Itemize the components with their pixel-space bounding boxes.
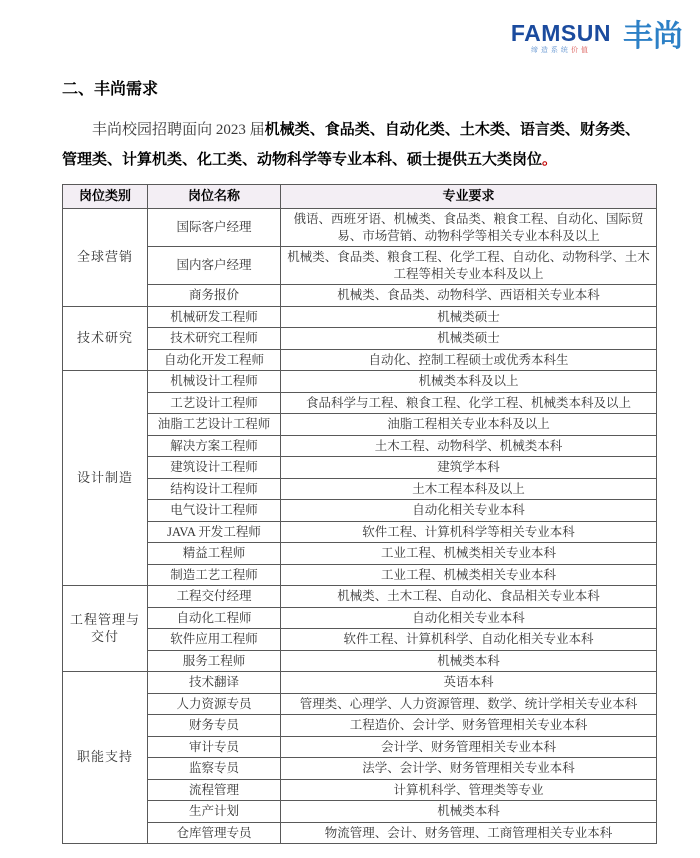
- table-row: [63, 564, 657, 586]
- requirement-cell: 机械类、食品类、动物科学、西语相关专业本科: [281, 285, 657, 307]
- intro-paragraph: [62, 115, 640, 175]
- table-row: [63, 435, 657, 457]
- table-row: [63, 650, 657, 672]
- position-cell: 解决方案工程师: [148, 435, 281, 457]
- table-row: [63, 306, 657, 328]
- requirement-cell: 机械类本科: [281, 650, 657, 672]
- requirement-cell: 自动化相关专业本科: [281, 607, 657, 629]
- table-row: [63, 715, 657, 737]
- logo-wordmark-block: [511, 20, 611, 55]
- table-row: [63, 247, 657, 285]
- header-cell-category: 岗位类别: [63, 185, 148, 209]
- requirement-cell: 机械类硕士: [281, 306, 657, 328]
- table-row: [63, 328, 657, 350]
- requirement-cell: 工程造价、会计学、财务管理相关专业本科: [281, 715, 657, 737]
- table-row: [63, 349, 657, 371]
- requirement-cell: 物流管理、会计、财务管理、工商管理相关专业本科: [281, 822, 657, 844]
- table-row: [63, 607, 657, 629]
- table-header-row: [63, 185, 657, 209]
- content-area: [62, 76, 656, 844]
- position-cell: 机械设计工程师: [148, 371, 281, 393]
- position-cell: 仓库管理专员: [148, 822, 281, 844]
- table-row: [63, 478, 657, 500]
- table-row: [63, 543, 657, 565]
- table-row: [63, 457, 657, 479]
- position-cell: 油脂工艺设计工程师: [148, 414, 281, 436]
- category-cell: 全球营销: [63, 209, 148, 307]
- requirement-cell: 会计学、财务管理相关专业本科: [281, 736, 657, 758]
- requirement-cell: 计算机科学、管理类等专业: [281, 779, 657, 801]
- position-cell: JAVA 开发工程师: [148, 521, 281, 543]
- requirement-cell: 机械类、食品类、粮食工程、化学工程、自动化、动物科学、土木工程等相关专业本科及以上: [281, 247, 657, 285]
- position-cell: 生产计划: [148, 801, 281, 823]
- table-row: [63, 414, 657, 436]
- requirements-table-body: [63, 209, 657, 844]
- requirement-cell: 建筑学本科: [281, 457, 657, 479]
- position-cell: 制造工艺工程师: [148, 564, 281, 586]
- position-cell: 精益工程师: [148, 543, 281, 565]
- table-row: [63, 822, 657, 844]
- requirement-cell: 土木工程、动物科学、机械类本科: [281, 435, 657, 457]
- intro-normal-text: 丰尚校园招聘面向 2023 届: [92, 122, 265, 138]
- requirement-cell: 油脂工程相关专业本科及以上: [281, 414, 657, 436]
- position-cell: 服务工程师: [148, 650, 281, 672]
- requirements-table: [62, 184, 657, 844]
- category-cell: 设计制造: [63, 371, 148, 586]
- table-row: [63, 779, 657, 801]
- position-cell: 结构设计工程师: [148, 478, 281, 500]
- requirement-cell: 土木工程本科及以上: [281, 478, 657, 500]
- table-row: [63, 736, 657, 758]
- position-cell: 技术翻译: [148, 672, 281, 694]
- position-cell: 流程管理: [148, 779, 281, 801]
- logo-tagline-red: 价值: [570, 47, 591, 54]
- requirement-cell: 食品科学与工程、粮食工程、化学工程、机械类本科及以上: [281, 392, 657, 414]
- position-cell: 人力资源专员: [148, 693, 281, 715]
- category-cell: 工程管理与交付: [63, 586, 148, 672]
- table-row: [63, 500, 657, 522]
- requirement-cell: 法学、会计学、财务管理相关专业本科: [281, 758, 657, 780]
- logo-brand-text: FAMSUN: [510, 20, 611, 46]
- table-row: [63, 371, 657, 393]
- table-row: [63, 693, 657, 715]
- requirement-cell: 机械类本科及以上: [281, 371, 657, 393]
- table-row: [63, 758, 657, 780]
- requirement-cell: 俄语、西班牙语、机械类、食品类、粮食工程、自动化、国际贸易、市场营销、动物科学等相关专业本科及以上: [281, 209, 657, 247]
- position-cell: 电气设计工程师: [148, 500, 281, 522]
- category-cell: 职能支持: [63, 672, 148, 844]
- requirement-cell: 工业工程、机械类相关专业本科: [281, 564, 657, 586]
- position-cell: 财务专员: [148, 715, 281, 737]
- requirement-cell: 机械类、土木工程、自动化、食品相关专业本科: [281, 586, 657, 608]
- table-row: [63, 209, 657, 247]
- position-cell: 监察专员: [148, 758, 281, 780]
- table-row: [63, 629, 657, 651]
- position-cell: 审计专员: [148, 736, 281, 758]
- intro-bold-text: 机械类、食品类、自动化类、土木类、语言类、财务类、管理类、计算机类、化工类、动物科学等专业本科、硕士提供五大类岗位: [62, 122, 640, 168]
- header-cell-requirement: 专业要求: [281, 185, 657, 209]
- requirement-cell: 工业工程、机械类相关专业本科: [281, 543, 657, 565]
- requirement-cell: 自动化相关专业本科: [281, 500, 657, 522]
- section-heading: 二、丰尚需求: [62, 81, 159, 98]
- requirement-cell: 管理类、心理学、人力资源管理、数学、统计学相关专业本科: [281, 693, 657, 715]
- requirement-cell: 机械类硕士: [281, 328, 657, 350]
- header-cell-position: 岗位名称: [148, 185, 281, 209]
- requirement-cell: 软件工程、计算机科学、自动化相关专业本科: [281, 629, 657, 651]
- position-cell: 机械研发工程师: [148, 306, 281, 328]
- position-cell: 商务报价: [148, 285, 281, 307]
- category-cell: 技术研究: [63, 306, 148, 371]
- logo-tagline-blue: 缔造系统: [530, 47, 571, 54]
- position-cell: 软件应用工程师: [148, 629, 281, 651]
- position-cell: 自动化工程师: [148, 607, 281, 629]
- intro-period: 。: [542, 152, 558, 168]
- logo-tagline: [511, 46, 611, 55]
- table-row: [63, 392, 657, 414]
- requirement-cell: 英语本科: [281, 672, 657, 694]
- requirement-cell: 机械类本科: [281, 801, 657, 823]
- table-row: [63, 801, 657, 823]
- position-cell: 工程交付经理: [148, 586, 281, 608]
- requirement-cell: 软件工程、计算机科学等相关专业本科: [281, 521, 657, 543]
- position-cell: 建筑设计工程师: [148, 457, 281, 479]
- table-row: [63, 672, 657, 694]
- requirement-cell: 自动化、控制工程硕士或优秀本科生: [281, 349, 657, 371]
- table-row: [63, 285, 657, 307]
- position-cell: 国际客户经理: [148, 209, 281, 247]
- position-cell: 自动化开发工程师: [148, 349, 281, 371]
- position-cell: 国内客户经理: [148, 247, 281, 285]
- table-row: [63, 521, 657, 543]
- position-cell: 技术研究工程师: [148, 328, 281, 350]
- logo-chinese-name: 丰尚: [623, 20, 683, 53]
- position-cell: 工艺设计工程师: [148, 392, 281, 414]
- famsun-logo: [511, 20, 683, 55]
- table-row: [63, 586, 657, 608]
